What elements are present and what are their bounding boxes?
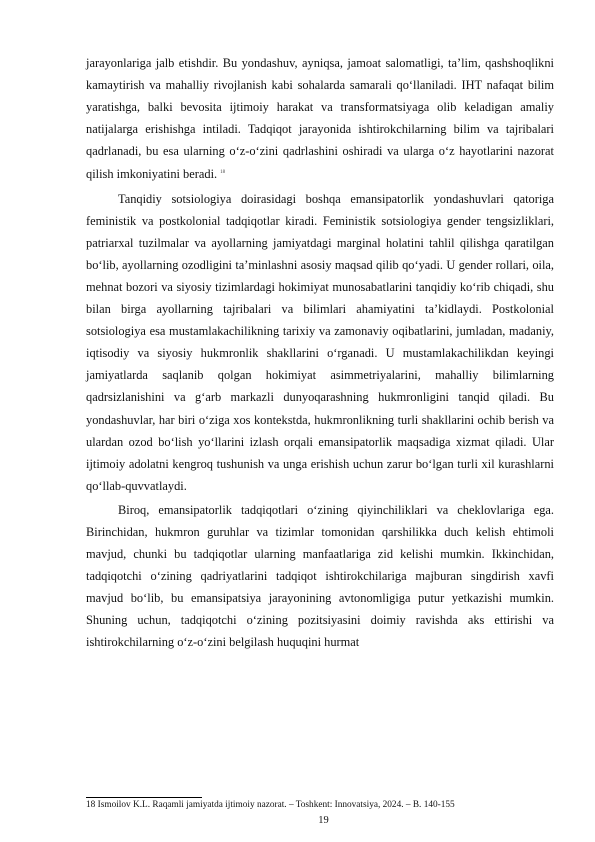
footnote-reference[interactable]: 18 — [220, 170, 226, 176]
paragraph-1-text: jarayonlariga jalb etishdir. Bu yondashuv, ayniqsa, jamoat salomatligi, ta’lim, qashshoqlikni kamaytirish va mahalliy rivojlanish kabi sohalarda samarali qo‘llaniladi. IHT nafaqat bilim yaratishga, balki bevosita ijtimoiy harakat va transformatsiyaga olib keladigan amaliy natijalarga erishishga intiladi. Tadqiqot jarayonida ishtirokchilarning bilim va tajribalari qadrlanadi, bu esa ularning o‘z-o‘zini qadrlashini oshiradi va ularga o‘z hayotlarini nazorat qilish imkoniyatini beradi. — [86, 56, 554, 182]
page-body — [86, 52, 554, 654]
paragraph-3: Biroq, emansipatorlik tadqiqotlari o‘zining qiyinchiliklari va cheklovlariga ega. Birinchidan, hukmron guruhlar va tizimlar tomonidan qarshilikka duch kelish ehtimoli mavjud, chunki bu tadqiqotlar ularning manfaatlariga zid kelishi mumkin. Ikkinchidan, tadqiqotchi o‘zining qadriyatlarini tadqiqot ishtirokchilariga majburan singdirish xavfi mavjud bo‘lib, bu emansipatsiya jarayonining avtonomligiga putur yetkazishi mumkin. Shuning uchun, tadqiqotchi o‘zining pozitsiyasini doimiy ravishda aks ettirishi va ishtirokchilarning o‘z-o‘zini belgilash huquqini hurmat — [86, 502, 554, 650]
page-number: 19 — [318, 815, 329, 826]
paragraph-1 — [86, 52, 554, 186]
footnote: 18 Ismoilov K.L. Raqamli jamiyatda ijtimoiy nazorat. – Toshkent: Innovatsiya, 2024. – B. 140-155 — [86, 800, 455, 810]
footnote-divider — [86, 797, 202, 798]
paragraph-2: Tanqidiy sotsiologiya doirasidagi boshqa emansipatorlik yondashuvlari qatoriga feministik va postkolonial tadqiqotlar kiradi. Feministik sotsiologiya gender tengsizliklari, patriarxal tuzilmalar va ayollarning jamiyatdagi marginal holatini tahlil qilishga qaratilgan bo‘lib, ayollarning ozodligini ta’minlashni asosiy maqsad qilib qo‘yadi. U gender rollari, oila, mehnat bozori va siyosiy tizimlardagi hokimiyat munosabatlarini tanqidiy ko‘rib chiqadi, shu bilan birga ayollarning tajribalari va bilimlari ahamiyatini ta’kidlaydi. Postkolonial sotsiologiya esa mustamlakachilikning tarixiy va zamonaviy oqibatlarini, jumladan, madaniy, iqtisodiy va siyosiy hukmronlik shakllarini o‘rganadi. U mustamlakachilikdan keyingi jamiyatlarda saqlanib qolgan hokimiyat asimmetriyalarini, mahalliy bilimlarning qadrsizlanishini va g‘arb markazli dunyoqarashning hukmronligini tanqid qiladi. Bu yondashuvlar, har biri o‘ziga xos kontekstda, hukmronlikning turli shakllarini ochib berish va ulardan ozod bo‘lish yo‘llarini izlash orqali emansipatorlik maqsadiga xizmat qiladi. Ular ijtimoiy adolatni kengroq tushunish va unga erishish uchun zarur bo‘lgan turli xil kurashlarni qo‘llab-quvvatlaydi. — [86, 191, 554, 493]
